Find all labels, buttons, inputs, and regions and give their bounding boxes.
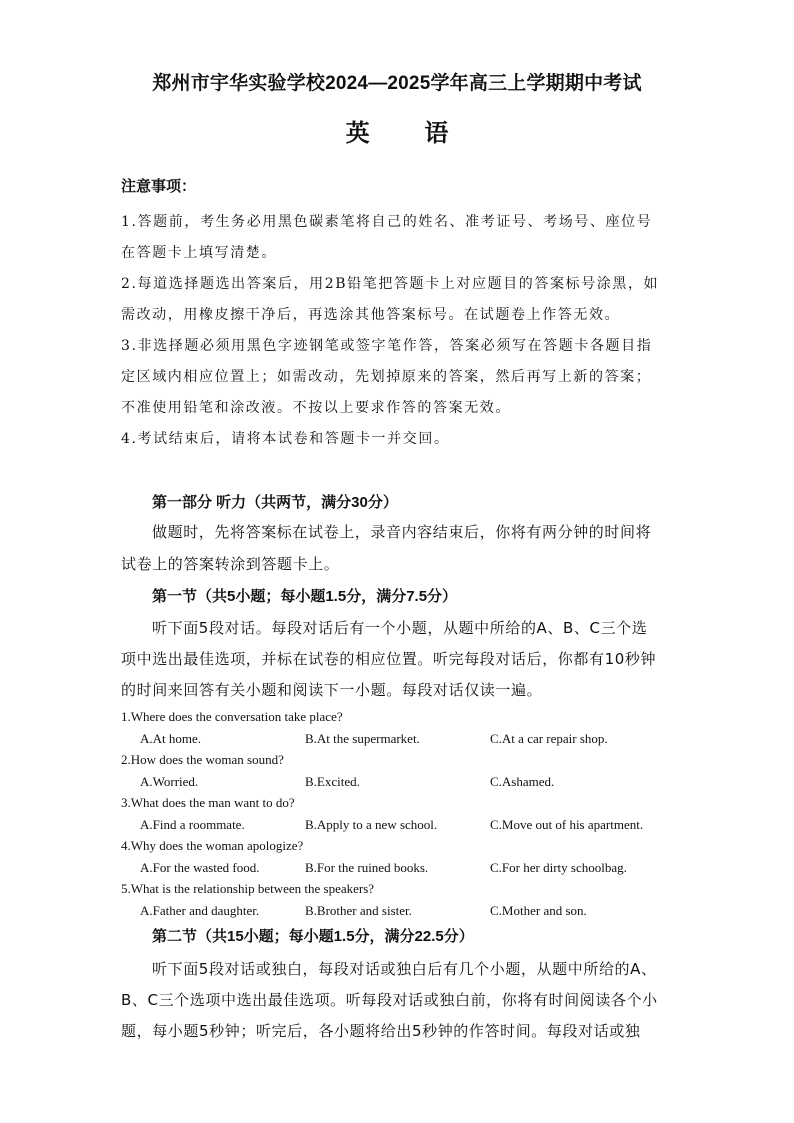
option-c: C.Move out of his apartment. [490,817,644,832]
option-b: B.For the ruined books. [305,860,429,875]
option-c: C.Ashamed. [490,774,555,789]
section1-intro-line: 听下面5段对话。每段对话后有一个小题，从题中所给的A、B、C三个选 [152,619,648,637]
option-b: B.Brother and sister. [305,903,412,918]
notice-line: 4.考试结束后，请将本试卷和答题卡一并交回。 [121,431,450,447]
notice-line: 在答题卡上填写清楚。 [121,245,277,261]
question-stem: 3.What does the man want to do? [121,795,295,810]
section2-intro-line: B、C三个选项中选出最佳选项。听每段对话或独白前，你将有时间阅读各个小 [121,991,658,1009]
notice-heading: 注意事项： [121,178,197,195]
option-c: C.For her dirty schoolbag. [490,860,627,875]
option-c: C.At a car repair shop. [490,731,608,746]
option-a: A.Father and daughter. [140,903,260,918]
option-b: B.Excited. [305,774,360,789]
option-a: A.Worried. [140,774,199,789]
section1-intro-line: 的时间来回答有关小题和阅读下一小题。每段对话仅读一遍。 [121,681,543,699]
section2-intro-line: 题，每小题5秒钟；听完后，各小题将给出5秒钟的作答时间。每段对话或独 [121,1022,641,1040]
exam-title: 郑州市宇华实验学校2024—2025学年高三上学期期中考试 [152,73,642,94]
notice-line: 3.非选择题必须用黑色字迹钢笔或签字笔作答，答案必须写在答题卡各题目指 [121,338,653,354]
part1-heading: 第一部分 听力（共两节，满分30分） [152,494,398,511]
question-stem: 5.What is the relationship between the speakers? [121,881,375,896]
question-stem: 1.Where does the conversation take place? [121,709,343,724]
option-b: B.Apply to a new school. [305,817,438,832]
option-c: C.Mother and son. [490,903,587,918]
notice-line: 2.每道选择题选出答案后，用2B铅笔把答题卡上对应题目的答案标号涂黑，如 [121,276,660,292]
notice-line: 1.答题前，考生务必用黑色碳素笔将自己的姓名、准考证号、考场号、座位号 [121,214,653,230]
option-a: A.For the wasted food. [140,860,260,875]
section1-intro-line: 项中选出最佳选项，并标在试卷的相应位置。听完每段对话后，你都有10秒钟 [121,650,657,668]
notice-line: 需改动，用橡皮擦干净后，再选涂其他答案标号。在试题卷上作答无效。 [121,307,621,323]
option-a: A.At home. [140,731,202,746]
section2-intro-line: 听下面5段对话或独白，每段对话或独白后有几个小题，从题中所给的A、 [152,960,657,978]
question-stem: 2.How does the woman sound? [121,752,284,767]
section2-heading: 第二节（共15小题；每小题1.5分，满分22.5分） [152,928,474,945]
question-stem: 4.Why does the woman apologize? [121,838,304,853]
option-b: B.At the supermarket. [305,731,420,746]
part1-intro-line: 做题时，先将答案标在试卷上，录音内容结束后，你将有两分钟的时间将 [152,523,652,541]
section1-heading: 第一节（共5小题；每小题1.5分，满分7.5分） [152,588,458,605]
part1-intro-line: 试卷上的答案转涂到答题卡上。 [121,555,340,573]
option-a: A.Find a roommate. [140,817,245,832]
notice-line: 不准使用铅笔和涂改液。不按以上要求作答的答案无效。 [121,400,511,416]
subject-title: 英 语 [345,120,473,147]
notice-line: 定区域内相应位置上；如需改动，先划掉原来的答案，然后再写上新的答案； [121,369,652,385]
